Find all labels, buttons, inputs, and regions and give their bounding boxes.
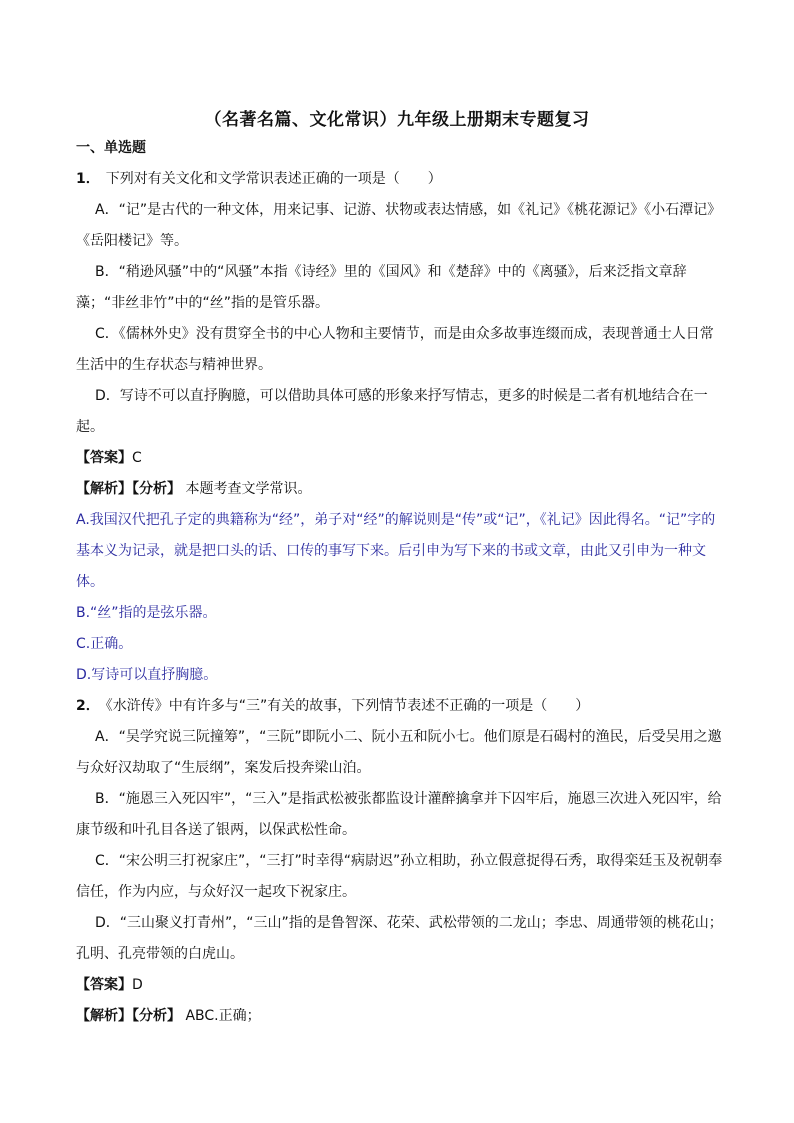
question-2-text: 《水浒传》中有许多与“三”有关的故事，下列情节表述不正确的一项是（ ） [105, 698, 590, 714]
analysis-tag: 【解析】【分析】 [76, 481, 181, 497]
question-1-number: 1． [76, 171, 100, 187]
question-2-option-a: A．“吴学究说三阮撞筹”，“三阮”即阮小二、阮小五和阮小七。他们原是石碣村的渔民，后受吴用之邀与众好汉劫取了“生辰纲”，案发后投奔梁山泊。 [76, 729, 722, 776]
question-1-answer [76, 443, 724, 474]
question-2-option-d: D．“三山聚义打青州”，“三山”指的是鲁智深、花荣、武松带领的二龙山；李忠、周通带领的桃花山；孔明、孔亮带领的白虎山。 [76, 915, 723, 962]
question-2-option-b: B．“施恩三入死囚牢”，“三入”是指武松被张都监设计灌醉擒拿并下囚牢后，施恩三次进入死囚牢，给康节级和叶孔目各送了银两，以保武松性命。 [76, 791, 722, 838]
analysis-tag: 【解析】【分析】 [76, 1008, 181, 1024]
question-2-stem [76, 691, 724, 722]
page-title: （名著名篇、文化常识）九年级上册期末专题复习 [204, 110, 590, 130]
answer-tag: 【答案】 [76, 450, 132, 466]
question-1-analysis [76, 474, 724, 505]
question-1-option-a: A．“记”是古代的一种文体，用来记事、记游、状物或表达情感，如《礼记》《桃花源记》《小石潭记》《岳阳楼记》等。 [76, 202, 722, 249]
question-1-detail-d: D.写诗可以直抒胸臆。 [76, 667, 218, 683]
question-1-option-c: C．《儒林外史》没有贯穿全书的中心人物和主要情节，而是由众多故事连缀而成，表现普通士人日常生活中的生存状态与精神世界。 [76, 326, 714, 373]
document-body [76, 164, 724, 1032]
question-1-text: 下列对有关文化和文学常识表述正确的一项是（ ） [105, 171, 442, 187]
question-1-stem [76, 164, 724, 195]
section-heading: 一、单选题 [76, 140, 146, 156]
answer-value: C [132, 450, 142, 466]
question-1-detail-a: A.我国汉代把孔子定的典籍称为“经”，弟子对“经”的解说则是“传”或“记”，《礼记》因此得名。“记”字的基本义为记录，就是把口头的话、口传的事写下来。后引申为写下来的书或文章，由此又引申为一种文体。 [76, 512, 716, 590]
question-2-answer [76, 970, 724, 1001]
question-2-option-c: C．“宋公明三打祝家庄”，“三打”时幸得“病尉迟”孙立相助，孙立假意捉得石秀，取得栾廷玉及祝朝奉信任，作为内应，与众好汉一起攻下祝家庄。 [76, 853, 723, 900]
analysis-text: ABC.正确； [185, 1008, 261, 1024]
question-1-detail-c: C.正确。 [76, 636, 133, 652]
question-1-option-b: B．“稍逊风骚”中的“风骚”本指《诗经》里的《国风》和《楚辞》中的《离骚》，后来泛指文章辞藻；“非丝非竹”中的“丝”指的是管乐器。 [76, 264, 687, 311]
answer-tag: 【答案】 [76, 977, 132, 993]
question-2-analysis [76, 1001, 724, 1032]
question-1-detail-b: B.“丝”指的是弦乐器。 [76, 605, 217, 621]
analysis-text: 本题考查文学常识。 [185, 481, 312, 497]
question-1-option-d: D．写诗不可以直抒胸臆，可以借助具体可感的形象来抒写情志，更多的时候是二者有机地结合在一起。 [76, 388, 708, 435]
answer-value: D [132, 977, 143, 993]
question-2-number: 2． [76, 698, 100, 714]
